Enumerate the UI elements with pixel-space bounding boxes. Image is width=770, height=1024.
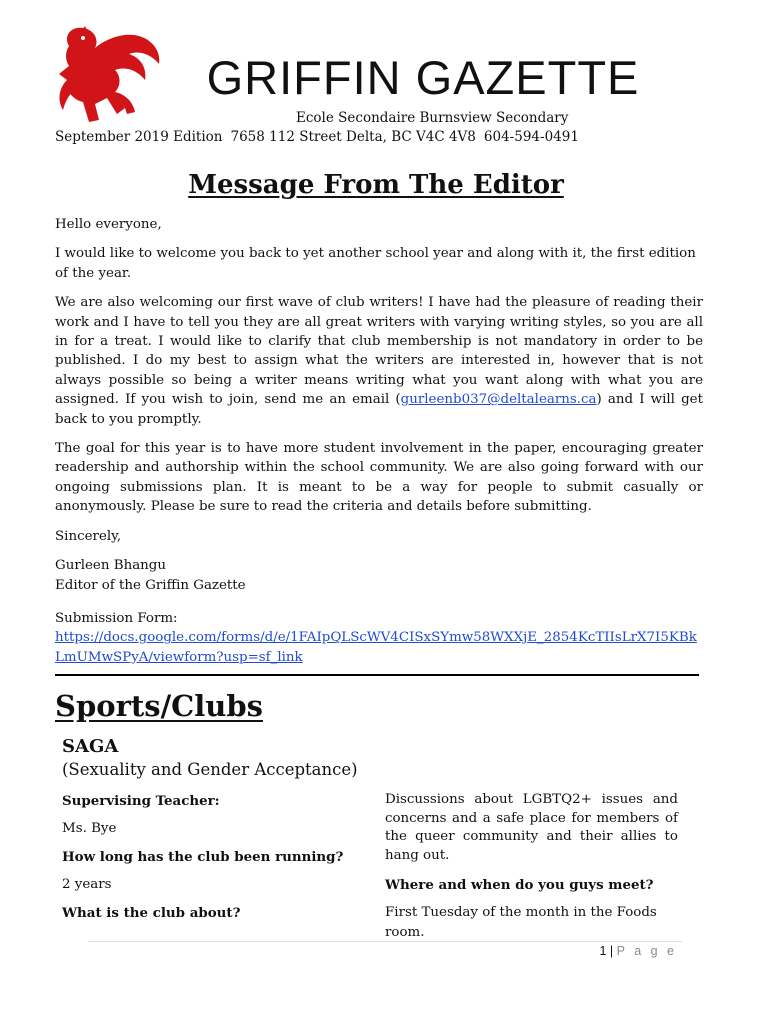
club-details-left-column [62,791,362,931]
question-club-about: What is the club about? [62,905,241,921]
editor-message-heading: Message From The Editor [188,170,564,200]
masthead-title: GRIFFIN GAZETTE [206,51,640,104]
editor-name: Gurleen Bhangu [55,558,167,574]
school-address: 7658 112 Street Delta, BC V4C 4V8 [230,129,476,145]
editor-email-link[interactable]: gurleenb037@deltalearns.ca [400,392,597,408]
editor-signature [55,556,703,595]
paragraph-club-writers-tail: ) and I will get back to you promptly. [55,392,703,427]
sports-clubs-heading: Sports/Clubs [55,689,263,723]
page-word: P a g e [616,944,677,958]
answer-supervising-teacher: Ms. Bye [62,821,117,836]
submission-label: Submission Form: [55,610,178,626]
sign-off: Sincerely, [55,528,122,544]
page-number: 1 [599,944,607,958]
paragraph-goals: The goal for this year is to have more student involvement in the paper, encouraging greater readership and authorship within the school community. We are also going forward with our ongoing submissions plan. It is meant to be a way for people to submit casually or anonymously. Please be sure to read the criteria and details before submitting. [55,441,703,515]
paragraph-club-writers [55,293,703,429]
page-footer [599,944,677,958]
submission-form-link[interactable]: https://docs.google.com/forms/d/e/1FAIpQLScWV4CISxSYmw58WXXjE_2854KcTIIsLrX7I5KBkLmUMwSPyA/viewform?usp=sf_link [55,630,697,665]
submission-form [55,609,703,667]
section-divider [55,674,699,676]
question-supervising-teacher: Supervising Teacher: [62,793,220,809]
edition-line [55,129,579,145]
page-separator: | [609,944,614,958]
paragraph-welcome: I would like to welcome you back to yet another school year and along with it, the first edition of the year. [55,246,696,281]
editor-role: Editor of the Griffin Gazette [55,577,246,593]
answer-club-duration: 2 years [62,877,112,892]
greeting: Hello everyone, [55,217,162,232]
school-phone: 604-594-0491 [483,129,579,145]
school-name: Ecole Secondaire Burnsview Secondary [296,110,569,126]
club-full-name: (Sexuality and Gender Acceptance) [62,760,358,779]
edition-label: September 2019 Edition [55,129,223,145]
paragraph-club-writers-text: We are also welcoming our first wave of club writers! I have had the pleasure of reading their work and I have to tell you they are all great writers with varying writing styles, so you are all in for a treat. I would like to clarify that club membership is not mandatory in order to be published. I do my best to assign what the writers are interested in, however that is not always possible so being a writer means writing what you want along with what you are assigned. If you wish to join, send me an email ( [55,295,703,408]
question-meeting: Where and when do you guys meet? [385,877,654,893]
editor-message-body [55,215,703,677]
club-details-right-column [385,791,678,943]
footer-divider [88,941,682,942]
question-club-duration: How long has the club been running? [62,849,344,865]
answer-meeting: First Tuesday of the month in the Foods room. [385,905,657,940]
club-name: SAGA [62,736,119,757]
answer-club-about: Discussions about LGBTQ2+ issues and concerns and a safe place for members of the queer community and their allies to hang out. [385,792,678,863]
